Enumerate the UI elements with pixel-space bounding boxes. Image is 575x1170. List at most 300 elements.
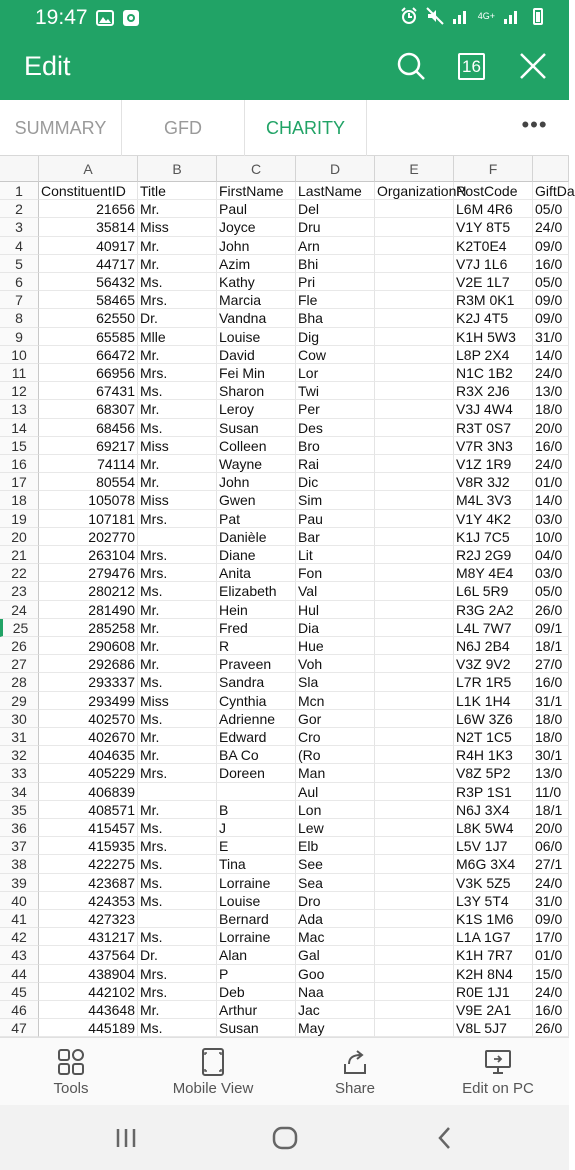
cell-organization[interactable]	[375, 655, 454, 673]
row-number[interactable]: 34	[0, 783, 39, 801]
row-number[interactable]: 3	[0, 218, 39, 236]
cell-last-name[interactable]: Sla	[296, 673, 375, 691]
cell-postcode[interactable]: R3T 0S7	[454, 419, 533, 437]
cell-gift-date[interactable]: 14/0	[533, 346, 569, 364]
cell-gift-date[interactable]: 03/0	[533, 564, 569, 582]
cell-last-name[interactable]: Rai	[296, 455, 375, 473]
cell-last-name[interactable]: Goo	[296, 965, 375, 983]
cell-constituent-id[interactable]: 415457	[39, 819, 138, 837]
cell-postcode[interactable]: R4H 1K3	[454, 746, 533, 764]
cell-title[interactable]: Dr.	[138, 309, 217, 327]
cell-constituent-id[interactable]: 404635	[39, 746, 138, 764]
cell-last-name[interactable]: Dia	[296, 619, 375, 637]
cell-gift-date[interactable]: 26/0	[533, 1019, 569, 1037]
cell-constituent-id[interactable]: 292686	[39, 655, 138, 673]
cell-last-name[interactable]: Naa	[296, 983, 375, 1001]
cell-organization[interactable]	[375, 728, 454, 746]
cell-first-name[interactable]: Adrienne	[217, 710, 296, 728]
cell-constituent-id[interactable]: 80554	[39, 473, 138, 491]
row-number[interactable]: 36	[0, 819, 39, 837]
cell-last-name[interactable]: Des	[296, 419, 375, 437]
cell-first-name[interactable]: Deb	[217, 983, 296, 1001]
row-number[interactable]: 41	[0, 910, 39, 928]
cell-constituent-id[interactable]: 422275	[39, 855, 138, 873]
app-title[interactable]: Edit	[24, 51, 71, 81]
cell-last-name[interactable]: Dru	[296, 218, 375, 236]
column-header-f[interactable]: F	[454, 156, 533, 182]
cell-title[interactable]: Ms.	[138, 673, 217, 691]
cell-organization[interactable]	[375, 528, 454, 546]
cell-organization[interactable]	[375, 1019, 454, 1037]
cell-constituent-id[interactable]: 74114	[39, 455, 138, 473]
cell-first-name[interactable]: Fei Min	[217, 364, 296, 382]
cell-gift-date[interactable]: 15/0	[533, 965, 569, 983]
cell-organization[interactable]	[375, 237, 454, 255]
cell-postcode[interactable]: N6J 2B4	[454, 637, 533, 655]
cell-title[interactable]: Mr.	[138, 200, 217, 218]
cell-gift-date[interactable]: 16/0	[533, 255, 569, 273]
cell-constituent-id[interactable]: 437564	[39, 946, 138, 964]
share-button[interactable]	[310, 1038, 400, 1106]
cell-constituent-id[interactable]: 402670	[39, 728, 138, 746]
tab-gfd[interactable]: GFD	[122, 100, 245, 156]
cell-title[interactable]: Mr.	[138, 455, 217, 473]
column-header-e[interactable]: E	[375, 156, 454, 182]
cell-organization[interactable]	[375, 764, 454, 782]
cell-gift-date[interactable]: 05/0	[533, 273, 569, 291]
cell-gift-date[interactable]: 05/0	[533, 582, 569, 600]
cell-postcode[interactable]: N6J 3X4	[454, 801, 533, 819]
cell-last-name[interactable]: (Ro	[296, 746, 375, 764]
cell-constituent-id[interactable]: 56432	[39, 273, 138, 291]
cell-organization[interactable]	[375, 837, 454, 855]
header-cell[interactable]: ConstituentID	[39, 182, 138, 200]
cell-postcode[interactable]: N1C 1B2	[454, 364, 533, 382]
cell-gift-date[interactable]: 24/0	[533, 983, 569, 1001]
row-number[interactable]: 2	[0, 200, 39, 218]
row-number[interactable]: 45	[0, 983, 39, 1001]
close-icon[interactable]	[517, 50, 549, 82]
cell-postcode[interactable]: K2J 4T5	[454, 309, 533, 327]
cell-title[interactable]: Miss	[138, 692, 217, 710]
row-number[interactable]: 9	[0, 328, 39, 346]
cell-constituent-id[interactable]: 443648	[39, 1001, 138, 1019]
cell-gift-date[interactable]: 06/0	[533, 837, 569, 855]
cell-title[interactable]: Mr.	[138, 637, 217, 655]
row-number[interactable]: 33	[0, 764, 39, 782]
cell-organization[interactable]	[375, 819, 454, 837]
cell-first-name[interactable]: Lorraine	[217, 874, 296, 892]
cell-title[interactable]: Ms.	[138, 710, 217, 728]
cell-organization[interactable]	[375, 874, 454, 892]
cell-gift-date[interactable]: 05/0	[533, 200, 569, 218]
cell-postcode[interactable]: L3Y 5T4	[454, 892, 533, 910]
cell-first-name[interactable]: R	[217, 637, 296, 655]
cell-organization[interactable]	[375, 491, 454, 509]
cell-organization[interactable]	[375, 783, 454, 801]
row-number[interactable]: 29	[0, 692, 39, 710]
cell-gift-date[interactable]: 16/0	[533, 437, 569, 455]
row-number[interactable]: 47	[0, 1019, 39, 1037]
cell-first-name[interactable]: Louise	[217, 328, 296, 346]
cell-title[interactable]: Mr.	[138, 346, 217, 364]
cell-title[interactable]: Miss	[138, 491, 217, 509]
cell-postcode[interactable]: M6G 3X4	[454, 855, 533, 873]
cell-organization[interactable]	[375, 309, 454, 327]
row-number[interactable]: 13	[0, 400, 39, 418]
cell-organization[interactable]	[375, 455, 454, 473]
cell-constituent-id[interactable]: 408571	[39, 801, 138, 819]
cell-title[interactable]: Mr.	[138, 655, 217, 673]
cell-constituent-id[interactable]: 66956	[39, 364, 138, 382]
row-number[interactable]: 37	[0, 837, 39, 855]
cell-constituent-id[interactable]: 44717	[39, 255, 138, 273]
cell-gift-date[interactable]: 11/0	[533, 783, 569, 801]
cell-constituent-id[interactable]: 442102	[39, 983, 138, 1001]
page-count-icon[interactable]: 16	[458, 53, 485, 80]
cell-constituent-id[interactable]: 445189	[39, 1019, 138, 1037]
cell-postcode[interactable]: L5V 1J7	[454, 837, 533, 855]
cell-first-name[interactable]: Tina	[217, 855, 296, 873]
cell-gift-date[interactable]: 24/0	[533, 455, 569, 473]
cell-constituent-id[interactable]: 423687	[39, 874, 138, 892]
cell-organization[interactable]	[375, 364, 454, 382]
cell-postcode[interactable]: V2E 1L7	[454, 273, 533, 291]
cell-gift-date[interactable]: 18/0	[533, 400, 569, 418]
cell-first-name[interactable]: Colleen	[217, 437, 296, 455]
cell-gift-date[interactable]: 30/1	[533, 746, 569, 764]
cell-organization[interactable]	[375, 510, 454, 528]
cell-title[interactable]: Mrs.	[138, 564, 217, 582]
cell-constituent-id[interactable]: 427323	[39, 910, 138, 928]
cell-organization[interactable]	[375, 1001, 454, 1019]
cell-organization[interactable]	[375, 601, 454, 619]
cell-postcode[interactable]: K1H 7R7	[454, 946, 533, 964]
cell-postcode[interactable]: V3K 5Z5	[454, 874, 533, 892]
cell-organization[interactable]	[375, 965, 454, 983]
cell-title[interactable]: Miss	[138, 437, 217, 455]
cell-title[interactable]: Mrs.	[138, 764, 217, 782]
cell-constituent-id[interactable]: 438904	[39, 965, 138, 983]
cell-postcode[interactable]: M4L 3V3	[454, 491, 533, 509]
cell-title[interactable]: Mlle	[138, 328, 217, 346]
cell-last-name[interactable]: Lor	[296, 364, 375, 382]
cell-gift-date[interactable]: 27/1	[533, 855, 569, 873]
cell-organization[interactable]	[375, 400, 454, 418]
cell-first-name[interactable]: Bernard	[217, 910, 296, 928]
cell-title[interactable]: Ms.	[138, 419, 217, 437]
cell-first-name[interactable]: Kathy	[217, 273, 296, 291]
cell-postcode[interactable]: V3J 4W4	[454, 400, 533, 418]
cell-constituent-id[interactable]: 281490	[39, 601, 138, 619]
cell-last-name[interactable]: May	[296, 1019, 375, 1037]
cell-first-name[interactable]: Sharon	[217, 382, 296, 400]
cell-constituent-id[interactable]: 107181	[39, 510, 138, 528]
cell-title[interactable]: Ms.	[138, 1019, 217, 1037]
cell-constituent-id[interactable]: 35814	[39, 218, 138, 236]
cell-gift-date[interactable]: 31/0	[533, 892, 569, 910]
tools-button[interactable]	[28, 1038, 114, 1106]
cell-last-name[interactable]: Hue	[296, 637, 375, 655]
cell-constituent-id[interactable]: 279476	[39, 564, 138, 582]
cell-postcode[interactable]: L1K 1H4	[454, 692, 533, 710]
cell-gift-date[interactable]: 27/0	[533, 655, 569, 673]
row-number[interactable]: 24	[0, 601, 39, 619]
cell-first-name[interactable]: Cynthia	[217, 692, 296, 710]
cell-organization[interactable]	[375, 346, 454, 364]
row-number[interactable]: 28	[0, 673, 39, 691]
cell-postcode[interactable]: R3G 2A2	[454, 601, 533, 619]
cell-organization[interactable]	[375, 928, 454, 946]
row-number[interactable]: 39	[0, 874, 39, 892]
cell-title[interactable]: Ms.	[138, 874, 217, 892]
cell-constituent-id[interactable]: 285258	[39, 619, 138, 637]
header-cell[interactable]: GiftDa	[535, 183, 575, 199]
cell-constituent-id[interactable]: 402570	[39, 710, 138, 728]
cell-first-name[interactable]: David	[217, 346, 296, 364]
cell-postcode[interactable]: R3M 0K1	[454, 291, 533, 309]
cell-postcode[interactable]: M8Y 4E4	[454, 564, 533, 582]
row-number[interactable]: 42	[0, 928, 39, 946]
cell-last-name[interactable]: Aul	[296, 783, 375, 801]
cell-organization[interactable]	[375, 273, 454, 291]
spreadsheet-grid[interactable]	[0, 156, 575, 1037]
row-number[interactable]: 4	[0, 237, 39, 255]
row-number[interactable]: 11	[0, 364, 39, 382]
cell-postcode[interactable]: V3Z 9V2	[454, 655, 533, 673]
row-number[interactable]: 23	[0, 582, 39, 600]
cell-first-name[interactable]: Pat	[217, 510, 296, 528]
cell-postcode[interactable]: L6L 5R9	[454, 582, 533, 600]
row-number[interactable]: 44	[0, 965, 39, 983]
cell-title[interactable]: Mrs.	[138, 546, 217, 564]
header-cell[interactable]: PostCode	[454, 182, 533, 200]
cell-first-name[interactable]: John	[217, 473, 296, 491]
cell-last-name[interactable]: Lew	[296, 819, 375, 837]
row-number[interactable]: 1	[0, 182, 39, 200]
cell-first-name[interactable]: Diane	[217, 546, 296, 564]
cell-postcode[interactable]: V1Y 4K2	[454, 510, 533, 528]
cell-postcode[interactable]: R2J 2G9	[454, 546, 533, 564]
cell-organization[interactable]	[375, 291, 454, 309]
cell-title[interactable]: Ms.	[138, 892, 217, 910]
cell-first-name[interactable]: Danièle	[217, 528, 296, 546]
cell-title[interactable]: Ms.	[138, 928, 217, 946]
cell-title[interactable]: Ms.	[138, 855, 217, 873]
cell-last-name[interactable]: Bha	[296, 309, 375, 327]
cell-last-name[interactable]: Gal	[296, 946, 375, 964]
cell-postcode[interactable]: L7R 1R5	[454, 673, 533, 691]
cell-title[interactable]	[138, 910, 217, 928]
cell-title[interactable]: Mr.	[138, 400, 217, 418]
cell-constituent-id[interactable]: 68307	[39, 400, 138, 418]
column-header-d[interactable]: D	[296, 156, 375, 182]
more-options-icon[interactable]: •••	[521, 112, 548, 137]
cell-organization[interactable]	[375, 328, 454, 346]
cell-last-name[interactable]: See	[296, 855, 375, 873]
cell-first-name[interactable]: Lorraine	[217, 928, 296, 946]
cell-constituent-id[interactable]: 290608	[39, 637, 138, 655]
cell-title[interactable]: Dr.	[138, 946, 217, 964]
row-number[interactable]: 26	[0, 637, 39, 655]
cell-last-name[interactable]: Bhi	[296, 255, 375, 273]
cell-organization[interactable]	[375, 892, 454, 910]
cell-title[interactable]: Mrs.	[138, 837, 217, 855]
cell-first-name[interactable]: Leroy	[217, 400, 296, 418]
cell-last-name[interactable]: Dro	[296, 892, 375, 910]
cell-constituent-id[interactable]: 65585	[39, 328, 138, 346]
cell-last-name[interactable]: Dic	[296, 473, 375, 491]
cell-constituent-id[interactable]: 293337	[39, 673, 138, 691]
cell-postcode[interactable]: R3X 2J6	[454, 382, 533, 400]
cell-first-name[interactable]: John	[217, 237, 296, 255]
cell-last-name[interactable]: Elb	[296, 837, 375, 855]
cell-first-name[interactable]: Susan	[217, 419, 296, 437]
cell-last-name[interactable]: Bar	[296, 528, 375, 546]
tab-summary[interactable]: SUMMARY	[0, 100, 122, 156]
edit-on-pc-button[interactable]	[452, 1038, 544, 1106]
cell-first-name[interactable]: Anita	[217, 564, 296, 582]
cell-first-name[interactable]: J	[217, 819, 296, 837]
cell-constituent-id[interactable]: 40917	[39, 237, 138, 255]
cell-gift-date[interactable]: 09/0	[533, 291, 569, 309]
cell-postcode[interactable]: V1Y 8T5	[454, 218, 533, 236]
cell-first-name[interactable]: Hein	[217, 601, 296, 619]
cell-constituent-id[interactable]: 424353	[39, 892, 138, 910]
cell-postcode[interactable]: K2T0E4	[454, 237, 533, 255]
cell-last-name[interactable]: Fle	[296, 291, 375, 309]
row-number[interactable]: 19	[0, 510, 39, 528]
row-number[interactable]: 10	[0, 346, 39, 364]
cell-last-name[interactable]: Per	[296, 400, 375, 418]
cell-last-name[interactable]: Gor	[296, 710, 375, 728]
cell-title[interactable]: Mr.	[138, 601, 217, 619]
cell-gift-date[interactable]: 24/0	[533, 874, 569, 892]
cell-postcode[interactable]: N2T 1C5	[454, 728, 533, 746]
cell-first-name[interactable]: Alan	[217, 946, 296, 964]
row-number[interactable]: 5	[0, 255, 39, 273]
cell-title[interactable]	[138, 783, 217, 801]
column-header-a[interactable]: A	[39, 156, 138, 182]
cell-last-name[interactable]: Twi	[296, 382, 375, 400]
cell-postcode[interactable]: V8R 3J2	[454, 473, 533, 491]
cell-postcode[interactable]: V8Z 5P2	[454, 764, 533, 782]
cell-first-name[interactable]: Wayne	[217, 455, 296, 473]
cell-last-name[interactable]: Arn	[296, 237, 375, 255]
cell-gift-date[interactable]: 10/0	[533, 528, 569, 546]
row-number[interactable]: 18	[0, 491, 39, 509]
row-number[interactable]: 20	[0, 528, 39, 546]
cell-last-name[interactable]: Lit	[296, 546, 375, 564]
cell-organization[interactable]	[375, 564, 454, 582]
row-number[interactable]: 22	[0, 564, 39, 582]
cell-organization[interactable]	[375, 255, 454, 273]
cell-title[interactable]: Ms.	[138, 819, 217, 837]
cell-constituent-id[interactable]: 406839	[39, 783, 138, 801]
cell-organization[interactable]	[375, 801, 454, 819]
cell-title[interactable]: Ms.	[138, 273, 217, 291]
cell-organization[interactable]	[375, 619, 454, 637]
cell-title[interactable]: Mr.	[138, 1001, 217, 1019]
select-all-corner[interactable]	[0, 156, 39, 182]
cell-first-name[interactable]: Praveen	[217, 655, 296, 673]
cell-first-name[interactable]: Susan	[217, 1019, 296, 1037]
cell-first-name[interactable]: Elizabeth	[217, 582, 296, 600]
header-cell[interactable]: LastName	[296, 182, 375, 200]
cell-postcode[interactable]: V9E 2A1	[454, 1001, 533, 1019]
cell-constituent-id[interactable]: 293499	[39, 692, 138, 710]
cell-first-name[interactable]: Arthur	[217, 1001, 296, 1019]
cell-constituent-id[interactable]: 68456	[39, 419, 138, 437]
cell-title[interactable]	[138, 528, 217, 546]
cell-gift-date[interactable]: 14/0	[533, 491, 569, 509]
cell-gift-date[interactable]: 24/0	[533, 364, 569, 382]
row-number[interactable]: 12	[0, 382, 39, 400]
cell-first-name[interactable]: BA Co	[217, 746, 296, 764]
cell-organization[interactable]	[375, 546, 454, 564]
cell-gift-date[interactable]: 01/0	[533, 946, 569, 964]
recent-apps-icon[interactable]	[111, 1123, 141, 1153]
cell-postcode[interactable]: K1J 7C5	[454, 528, 533, 546]
cell-first-name[interactable]: Louise	[217, 892, 296, 910]
cell-organization[interactable]	[375, 437, 454, 455]
cell-first-name[interactable]: Sandra	[217, 673, 296, 691]
cell-postcode[interactable]: L8P 2X4	[454, 346, 533, 364]
row-number[interactable]: 14	[0, 419, 39, 437]
cell-organization[interactable]	[375, 710, 454, 728]
cell-gift-date[interactable]: 31/1	[533, 692, 569, 710]
cell-title[interactable]: Miss	[138, 218, 217, 236]
cell-postcode[interactable]: K1H 5W3	[454, 328, 533, 346]
cell-organization[interactable]	[375, 855, 454, 873]
cell-postcode[interactable]: L6W 3Z6	[454, 710, 533, 728]
cell-constituent-id[interactable]: 280212	[39, 582, 138, 600]
cell-last-name[interactable]: Voh	[296, 655, 375, 673]
back-icon[interactable]	[430, 1123, 460, 1153]
cell-title[interactable]: Mr.	[138, 619, 217, 637]
home-icon[interactable]	[270, 1123, 300, 1153]
cell-title[interactable]: Mrs.	[138, 364, 217, 382]
cell-postcode[interactable]: R3P 1S1	[454, 783, 533, 801]
row-number[interactable]: 30	[0, 710, 39, 728]
cell-postcode[interactable]: V8L 5J7	[454, 1019, 533, 1037]
row-number[interactable]: 38	[0, 855, 39, 873]
cell-postcode[interactable]: L4L 7W7	[454, 619, 533, 637]
cell-gift-date[interactable]: 18/1	[533, 801, 569, 819]
cell-organization[interactable]	[375, 218, 454, 236]
cell-gift-date[interactable]: 01/0	[533, 473, 569, 491]
cell-gift-date[interactable]: 03/0	[533, 510, 569, 528]
cell-first-name[interactable]: Vandna	[217, 309, 296, 327]
cell-first-name[interactable]: Doreen	[217, 764, 296, 782]
cell-organization[interactable]	[375, 946, 454, 964]
cell-constituent-id[interactable]: 415935	[39, 837, 138, 855]
cell-constituent-id[interactable]: 431217	[39, 928, 138, 946]
cell-first-name[interactable]: Fred	[217, 619, 296, 637]
search-icon[interactable]	[395, 50, 427, 82]
cell-last-name[interactable]: Val	[296, 582, 375, 600]
row-number[interactable]: 15	[0, 437, 39, 455]
cell-constituent-id[interactable]: 405229	[39, 764, 138, 782]
cell-title[interactable]: Mrs.	[138, 291, 217, 309]
cell-last-name[interactable]: Bro	[296, 437, 375, 455]
cell-first-name[interactable]: Marcia	[217, 291, 296, 309]
cell-gift-date[interactable]: 04/0	[533, 546, 569, 564]
cell-first-name[interactable]	[217, 783, 296, 801]
cell-organization[interactable]	[375, 473, 454, 491]
cell-organization[interactable]	[375, 692, 454, 710]
cell-last-name[interactable]: Man	[296, 764, 375, 782]
